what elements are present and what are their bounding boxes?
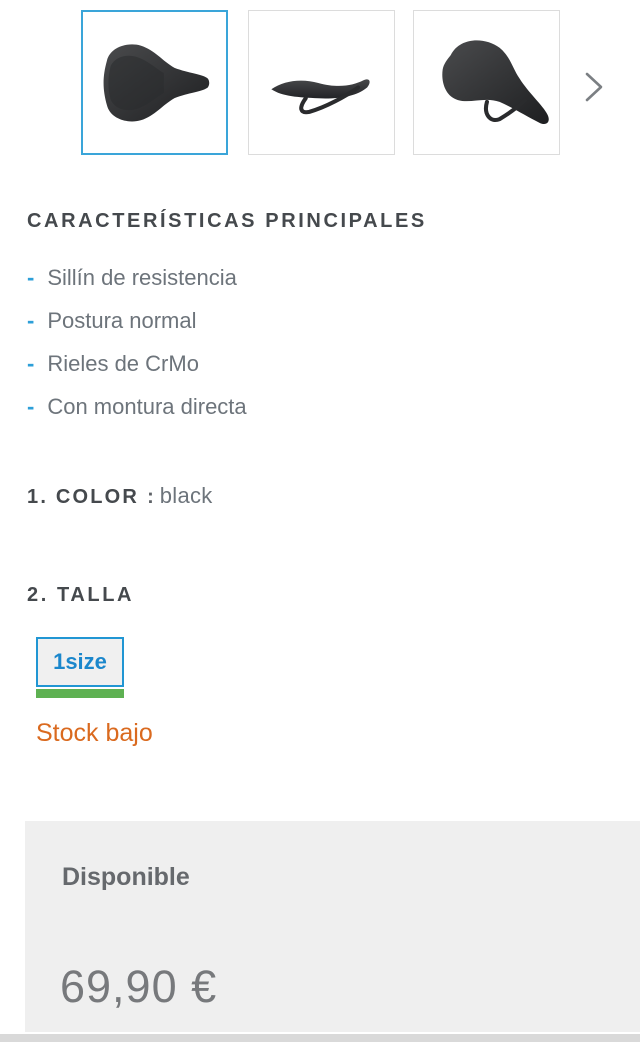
saddle-top-view-image: [89, 18, 220, 147]
price-panel: [25, 821, 640, 1032]
gallery-thumbnail-top-view[interactable]: [81, 10, 228, 155]
bullet-dash-icon: -: [27, 351, 35, 376]
bullet-dash-icon: -: [27, 308, 35, 333]
gallery-next-button[interactable]: [578, 66, 610, 108]
bullet-dash-icon: -: [27, 394, 35, 419]
color-option-label: 1. COLOR: [27, 486, 140, 508]
gallery-thumbnail-side-view[interactable]: [248, 10, 395, 155]
feature-list-item: [27, 394, 247, 420]
feature-list-item: [27, 351, 199, 377]
gallery-thumbnail-three-quarter-view[interactable]: [413, 10, 560, 155]
availability-label: Disponible: [62, 863, 190, 891]
feature-text: Con montura directa: [47, 394, 247, 419]
product-price: 69,90 €: [60, 961, 218, 1012]
size-selected-underline: [36, 689, 124, 698]
size-option-label: 2. TALLA: [27, 584, 135, 606]
stock-status-text: Stock bajo: [36, 719, 153, 747]
color-selected-value: black: [159, 483, 213, 508]
chevron-right-icon: [582, 69, 606, 105]
saddle-side-view-image: [255, 17, 388, 148]
color-separator: :: [147, 486, 154, 508]
feature-text: Postura normal: [47, 308, 197, 333]
bullet-dash-icon: -: [27, 265, 35, 290]
feature-list-item: [27, 308, 197, 334]
feature-text: Rieles de CrMo: [47, 351, 199, 376]
size-option-1size-button[interactable]: 1size: [36, 637, 124, 687]
saddle-three-quarter-view-image: [420, 17, 553, 148]
features-title: CARACTERÍSTICAS PRINCIPALES: [27, 210, 427, 232]
feature-list-item: [27, 265, 237, 291]
section-divider: [0, 1034, 640, 1042]
feature-text: Sillín de resistencia: [47, 265, 237, 290]
color-option-row: [27, 483, 213, 509]
